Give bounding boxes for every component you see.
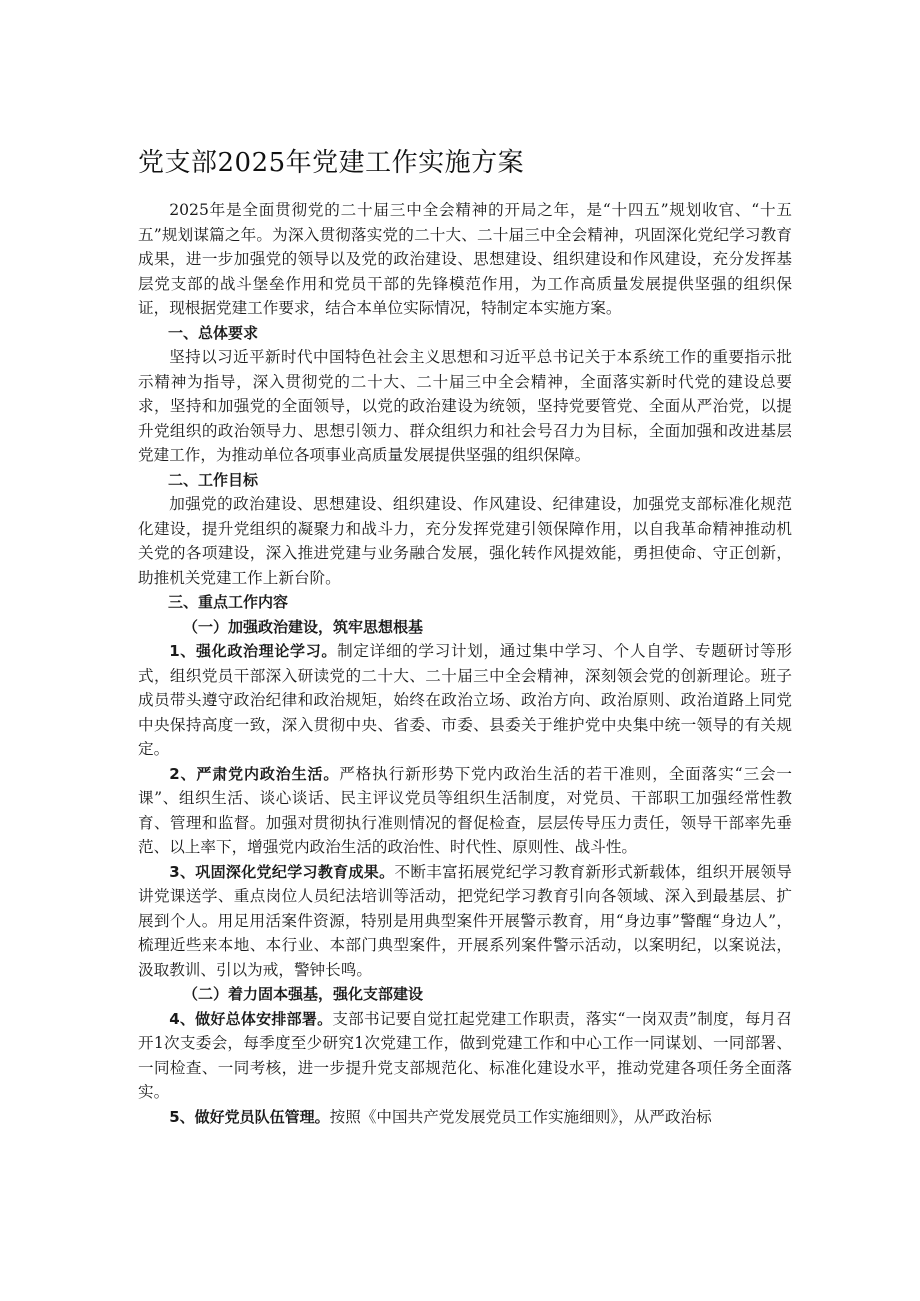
- section-body-goals: 加强党的政治建设、思想建设、组织建设、作风建设、纪律建设，加强党支部标准化规范化建设，提升党组织的凝聚力和战斗力，充分发挥党建引领保障作用，以自我革命精神推动机关党的各项建设，深入推进党建与业务融合发展，强化转作风提效能，勇担使命、守正创新，助推机关党建工作上新台阶。: [138, 495, 792, 587]
- document-body: [138, 198, 792, 1129]
- item-lead: 3、巩固深化党纪学习教育成果。: [169, 862, 395, 881]
- list-item: [138, 1007, 792, 1105]
- section-heading-overall: 一、总体要求: [168, 323, 259, 342]
- item-lead: 5、做好党员队伍管理。: [169, 1107, 330, 1126]
- item-text: 不断丰富拓展党纪学习教育新形式新载体，组织开展领导讲党课送学、重点岗位人员纪法培训等活动，把党纪学习教育引向各领域、深入到最基层、扩展到个人。用足用活案件资源，特别是用典型案件开展警示教育，用“身边事”警醒“身边人”，梳理近些来本地、本行业、本部门典型案件，开展系列案件警示活动，以案明纪，以案说法，汲取教训、引以为戒，警钟长鸣。: [138, 862, 792, 979]
- section-body-overall: 坚持以习近平新时代中国特色社会主义思想和习近平总书记关于本系统工作的重要指示批示精神为指导，深入贯彻党的二十大、二十届三中全会精神，全面落实新时代党的建设总要求，坚持和加强党的全面领导，以党的政治建设为统领，坚持党要管党、全面从严治党，以提升党组织的政治领导力、思想引领力、群众组织力和社会号召力为目标，全面加强和改进基层党建工作，为推动单位各项事业高质量发展提供坚强的组织保障。: [138, 348, 792, 464]
- list-item: [138, 860, 792, 983]
- item-lead: 4、做好总体安排部署。: [169, 1009, 333, 1028]
- item-text: 支部书记要自觉扛起党建工作职责，落实“一岗双责”制度，每月召开1次支委会，每季度至少研究1次党建工作，做到党建工作和中心工作一同谋划、一同部署、一同检查、一同考核，进一步提升党支部规范化、标准化建设水平，推动党建各项任务全面落实。: [138, 1009, 792, 1101]
- list-item: [138, 1105, 792, 1130]
- subsection-heading-branch: （二）着力固本强基，强化支部建设: [183, 985, 424, 1003]
- item-text: 制定详细的学习计划，通过集中学习、个人自学、专题研讨等形式，组织党员干部深入研读党的二十大、二十届三中全会精神，深刻领会党的创新理论。班子成员带头遵守政治纪律和政治规矩，始终在政治立场、政治方向、政治原则、政治道路上同党中央保持高度一致，深入贯彻中央、省委、市委、县委关于维护党中央集中统一领导的有关规定。: [138, 642, 792, 758]
- section-heading-goals: 二、工作目标: [168, 470, 259, 489]
- intro-paragraph: 2025年是全面贯彻党的二十届三中全会精神的开局之年，是“十四五”规划收官、“十五五”规划谋篇之年。为深入贯彻落实党的二十大、二十届三中全会精神，巩固深化党纪学习教育成果，进一步加强党的领导以及党的政治建设、思想建设、组织建设和作风建设，充分发挥基层党支部的战斗堡垒作用和党员干部的先锋模范作用，为工作高质量发展提供坚强的组织保证，现根据党建工作要求，结合本单位实际情况，特制定本实施方案。: [138, 201, 792, 317]
- subsection-heading-political: （一）加强政治建设，筑牢思想根基: [183, 617, 424, 636]
- list-item: [138, 762, 792, 860]
- section-heading-key-work: 三、重点工作内容: [168, 593, 289, 611]
- document-title: 党支部2025年党建工作实施方案: [138, 148, 525, 178]
- list-item: [138, 639, 792, 762]
- item-text: 按照《中国共产党发展党员工作实施细则》，从严政治标: [329, 1107, 712, 1126]
- item-lead: 2、严肃党内政治生活。: [169, 764, 340, 783]
- item-lead: 1、强化政治理论学习。: [169, 642, 338, 660]
- item-text: 严格执行新形势下党内政治生活的若干准则，全面落实“三会一课”、组织生活、谈心谈话、民主评议党员等组织生活制度，对党员、干部职工加强经常性教育、管理和监督。加强对贯彻执行准则情况的督促检查，层层传导压力责任，领导干部率先垂范、以上率下，增强党内政治生活的政治性、时代性、原则性、战斗性。: [138, 764, 792, 856]
